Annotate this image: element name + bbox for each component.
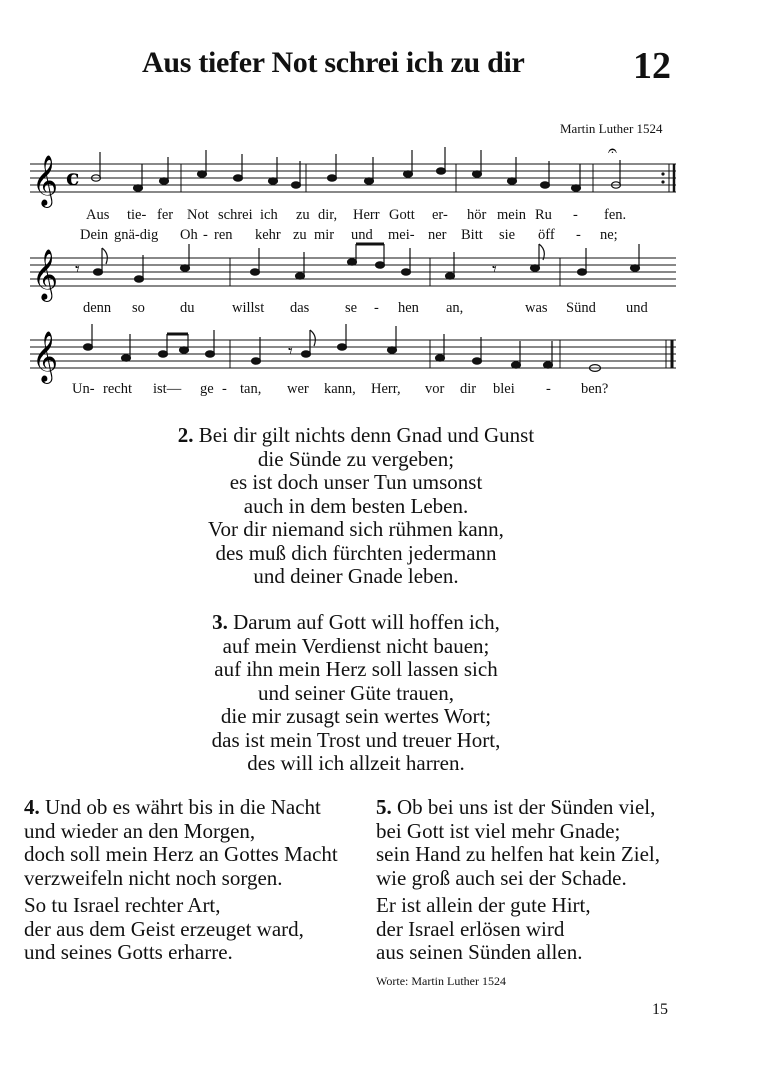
lyric-word: wer <box>287 381 309 397</box>
verse-line: doch soll mein Herz an Gottes Macht <box>24 842 338 866</box>
music-staff-2 <box>30 238 690 308</box>
verse-line: wie groß auch sei der Schade. <box>376 865 627 890</box>
lyric-word: ne; <box>600 227 618 243</box>
verse-number: 3. <box>212 610 228 634</box>
verse-line: die Sünde zu vergeben; <box>257 446 455 471</box>
lyric-word: ren <box>214 227 233 243</box>
verse-line: verzweifeln nicht noch sorgen. <box>24 865 283 890</box>
text-credit: Worte: Martin Luther 1524 <box>376 974 507 988</box>
lyric-word: Herr <box>353 207 380 223</box>
lyric-word: er- <box>432 207 448 223</box>
verse-line: die mir zusagt sein wertes Wort; <box>220 704 492 728</box>
verse-line: und deiner Gnade leben. <box>253 564 459 588</box>
lyric-word: ner <box>428 227 447 243</box>
lyric-word: kann, <box>324 381 356 397</box>
lyric-word: zu <box>293 227 307 243</box>
eighth-rest-icon: 𝄾 <box>75 259 80 280</box>
music-staff-3 <box>30 320 690 390</box>
lyric-word: Not <box>187 207 209 223</box>
lyric-word: dir, <box>318 207 338 223</box>
lyric-word: - <box>374 300 379 316</box>
verse-line: der Israel erlösen wird <box>376 916 565 941</box>
verse-line: auch in dem besten Leben. <box>243 493 469 518</box>
eighth-rest-icon: 𝄾 <box>492 259 497 280</box>
lyric-word: mein <box>497 207 526 223</box>
verse-line: sein Hand zu helfen hat kein Ziel, <box>376 842 660 866</box>
lyric-word: öff <box>538 227 555 243</box>
lyric-word: Ru <box>535 207 552 223</box>
verse-line: und seines Gotts erharre. <box>24 940 233 964</box>
lyric-word: tie- <box>127 207 147 223</box>
lyric-word: so <box>132 300 145 316</box>
verse-line: Und ob es währt bis in die Nacht <box>45 795 321 819</box>
common-time-icon: c <box>66 165 80 191</box>
lyric-word: ich <box>260 207 278 223</box>
lyric-word: zu <box>296 207 310 223</box>
verse-4 <box>24 796 374 965</box>
lyric-word: ist— <box>153 381 182 397</box>
lyric-word: Herr, <box>371 381 401 397</box>
verse-5 <box>376 796 716 965</box>
verse-line: des muß dich fürchten jedermann <box>215 540 497 565</box>
verse-line: Bei dir gilt nichts denn Gnad und Gunst <box>198 423 535 447</box>
verse-line: Ob bei uns ist der Sünden viel, <box>397 795 656 819</box>
verse-number: 4. <box>24 795 40 819</box>
lyric-word: sie <box>499 227 516 243</box>
treble-clef-icon: 𝄞 <box>32 249 59 300</box>
lyric-word: willst <box>232 300 265 316</box>
lyric-word: an, <box>446 300 464 316</box>
verse-number: 5. <box>376 795 392 819</box>
lyric-word: - <box>573 207 578 223</box>
lyric-word: ben? <box>581 381 609 397</box>
lyric-word: Bitt <box>461 227 483 243</box>
lyric-word: Gott <box>389 207 415 223</box>
lyric-word: tan, <box>240 381 262 397</box>
verse-line: aus seinen Sünden allen. <box>376 940 583 964</box>
lyric-word: denn <box>83 300 112 316</box>
verse-line: und seiner Güte trauen, <box>258 680 454 705</box>
lyric-word: fer <box>157 207 174 223</box>
lyric-word: - <box>546 381 551 397</box>
lyric-word: recht <box>103 381 132 397</box>
verse-number: 2. <box>177 423 194 447</box>
verse-line: der aus dem Geist erzeuget ward, <box>24 916 304 941</box>
verse-line: Darum auf Gott will hoffen ich, <box>233 610 500 634</box>
verse-line: das ist mein Trost und treuer Hort, <box>211 727 501 752</box>
lyric-word: ge <box>200 381 214 397</box>
lyric-word: mir <box>314 227 335 243</box>
lyric-word: kehr <box>255 227 281 243</box>
lyric-word: mei- <box>388 227 415 243</box>
lyric-word: Oh <box>180 227 198 243</box>
lyric-word: Dein <box>80 227 109 243</box>
verse-2 <box>126 424 586 589</box>
lyric-word: du <box>180 300 195 316</box>
lyric-word: schrei <box>218 207 253 223</box>
lyric-word: blei <box>493 381 515 397</box>
verse-line: auf ihn mein Herz soll lassen sich <box>214 657 498 681</box>
lyric-word: Un- <box>72 381 95 397</box>
verse-line: des will ich allzeit harren. <box>247 751 465 775</box>
treble-clef-icon: 𝄞 <box>32 155 59 206</box>
verse-3 <box>126 611 586 776</box>
composer-credit: Martin Luther 1524 <box>560 121 663 136</box>
lyric-word: Aus <box>86 207 110 223</box>
lyric-word: vor <box>425 381 445 397</box>
hymn-title: Aus tiefer Not schrei ich zu dir <box>142 46 525 79</box>
verse-line: So tu Israel rechter Art, <box>24 893 221 917</box>
lyric-word: - <box>203 227 208 243</box>
verse-line: Vor dir niemand sich rühmen kann, <box>208 517 504 541</box>
verse-line: es ist doch unser Tun umsonst <box>229 470 483 494</box>
lyric-word: - <box>576 227 581 243</box>
lyric-word: gnä-dig <box>114 227 159 243</box>
lyric-word: se <box>345 300 358 316</box>
hymn-number: 12 <box>633 45 671 87</box>
lyric-word: - <box>222 381 227 397</box>
verse-line: bei Gott ist viel mehr Gnade; <box>376 818 621 843</box>
page-number: 15 <box>652 1001 668 1018</box>
verse-line: auf mein Verdienst nicht bauen; <box>222 633 490 658</box>
lyric-word: das <box>290 300 310 316</box>
lyric-word: und <box>351 227 373 243</box>
lyric-word: hen <box>398 300 419 316</box>
verse-line: und wieder an den Morgen, <box>24 818 256 843</box>
lyric-word: fen. <box>604 207 627 223</box>
lyric-word: und <box>626 300 648 316</box>
lyric-word: dir <box>460 381 477 397</box>
verse-line: Er ist allein der gute Hirt, <box>376 893 591 917</box>
lyric-word: Sünd <box>566 300 596 316</box>
lyric-word: was <box>525 300 548 316</box>
lyric-word: hör <box>467 207 487 223</box>
eighth-rest-icon: 𝄾 <box>288 341 293 362</box>
fermata-icon: 𝄐 <box>608 141 617 160</box>
treble-clef-icon: 𝄞 <box>32 331 59 382</box>
music-staff-1 <box>30 140 690 210</box>
